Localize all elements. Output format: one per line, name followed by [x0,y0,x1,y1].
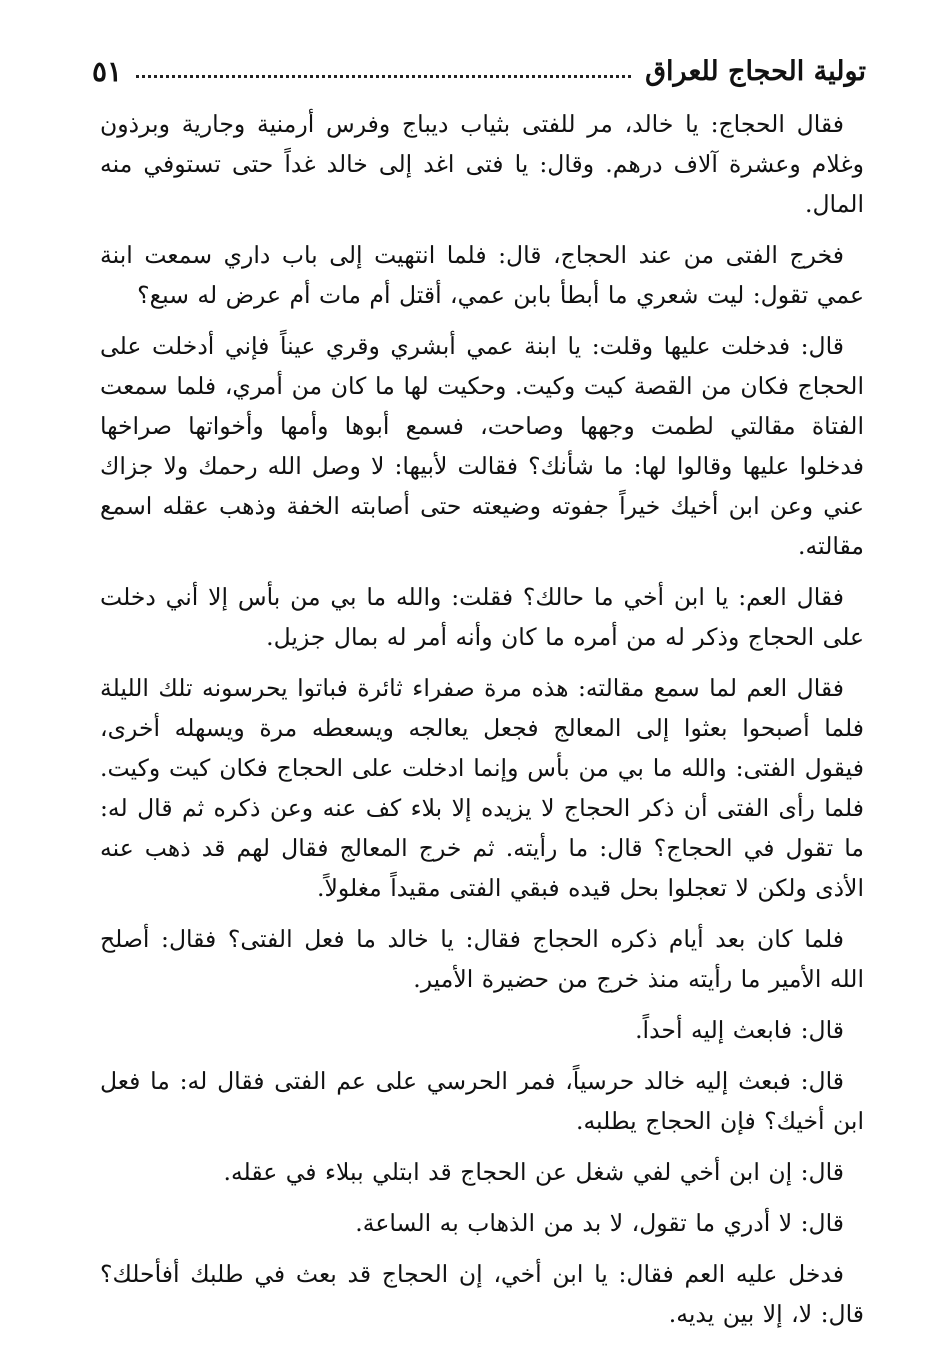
paragraph: فخرج الفتى من عند الحجاج، قال: فلما انتهيت إلى باب داري سمعت ابنة عمي تقول: ليت شعري ما أبطأ بابن عمي، أقتل أم مات أم عرض له سبع؟ [100,241,864,309]
paragraph: قال: فدخلت عليها وقلت: يا ابنة عمي أبشري وقري عيناً فإني أدخلت على الحجاج فكان من القصة كيت وكيت. وحكيت لها ما كان من أمري، فلما سمعت الفتاة مقالتي لطمت وجهها وصاحت، فسمع أبوها وأمها وأخواتها صراخها فدخلوا عليها وقالوا لها: ما شأنك؟ فقالت لأبيها: لا وصل الله رحمك ولا جزاك عني وعن ابن أخيك خيراً جفوته وضيعته حتى أصابته الخفة وذهب عقله اسمع مقالته. [100,332,864,560]
paragraph: قال: فابعث إليه أحداً. [635,1016,844,1044]
paragraph: فقال العم لما سمع مقالته: هذه مرة صفراء ثائرة فباتوا يحرسونه تلك الليلة فلما أصبحوا بعثوا إلى المعالج فجعل يعالجه ويسعطه مرة ويسهله أخرى، فيقول الفتى: والله ما بي من بأس وإنما ادخلت على الحجاج فكان كيت وكيت. فلما رأى الفتى أن ذكر الحجاج لا يزيده إلا بلاء كف عنه وعن ذكره ثم قال له: ما تقول في الحجاج؟ قال: ما رأيته. ثم خرج المعالج فقال لهم قد ذهب عنه الأذى ولكن لا تعجلوا بحل قيده فبقي الفتى مقيداً مغلولاً. [100,674,864,902]
running-title: تولية الحجاج للعراق [645,55,866,87]
header-dot-leader [136,75,631,78]
paragraph: فقال الحجاج: يا خالد، مر للفتى بثياب ديباج وفرس أرمنية وجارية وبرذون وغلام وعشرة آلاف درهم. وقال: يا فتى اغد إلى خالد غداً حتى تستوفي منه المال. [100,110,864,218]
page-header [92,46,866,96]
paragraph: قال: لا أدري ما تقول، لا بد من الذهاب به الساعة. [355,1209,844,1237]
page-number: ٥١ [92,54,123,88]
paragraph: قال: إن ابن أخي لفي شغل عن الحجاج قد ابتلي ببلاء في عقله. [223,1158,844,1186]
paragraph: فلما كان بعد أيام ذكره الحجاج فقال: يا خالد ما فعل الفتى؟ فقال: أصلح الله الأمير ما رأيته منذ خرج من حضيرة الأمير. [100,925,864,993]
paragraph: فقال العم: يا ابن أخي ما حالك؟ فقلت: والله ما بي من بأس إلا أني دخلت على الحجاج وذكر له من أمره ما كان وأنه أمر له بمال جزيل. [100,583,864,651]
paragraph: قال: فبعث إليه خالد حرسياً، فمر الحرسي على عم الفتى فقال له: ما فعل ابن أخيك؟ فإن الحجاج يطلبه. [100,1067,864,1135]
body-text [100,104,864,1345]
paragraph: فدخل عليه العم فقال: يا ابن أخي، إن الحجاج قد بعث في طلبك أفأحلك؟ قال: لا، إلا بين يديه. [100,1260,864,1328]
